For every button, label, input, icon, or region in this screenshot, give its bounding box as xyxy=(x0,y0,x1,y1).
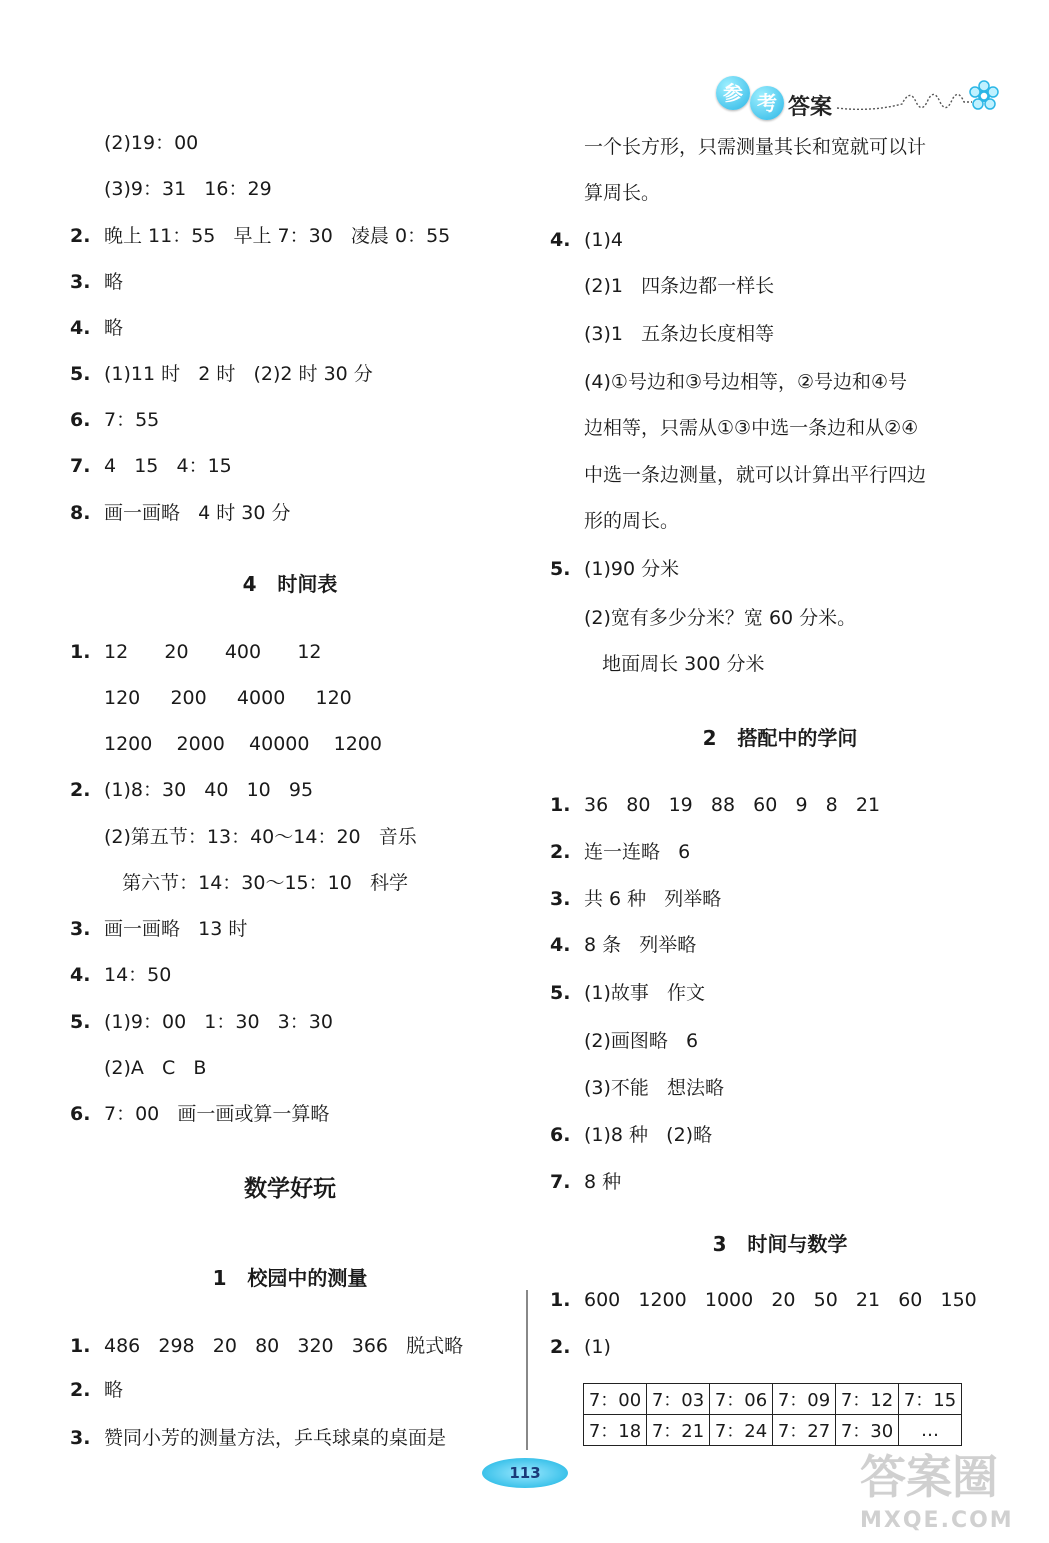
answer-line: 连一连略 6 xyxy=(584,841,691,863)
section-heading-matching: 2 搭配中的学问 xyxy=(702,726,858,750)
answer-line: (1)故事 作文 xyxy=(584,982,706,1004)
watermark-url: MXQE.COM xyxy=(860,1508,1014,1533)
question-number: 4. xyxy=(70,317,91,339)
answer-line: (1)11 时 2 时 (2)2 时 30 分 xyxy=(104,363,373,385)
section-heading-time-math: 3 时间与数学 xyxy=(712,1232,848,1256)
table-cell: 7：03 xyxy=(647,1384,710,1415)
question-number: 3. xyxy=(70,918,91,940)
answer-line: 8 条 列举略 xyxy=(584,934,697,956)
question-number: 7. xyxy=(70,455,91,477)
column-divider xyxy=(526,1290,528,1450)
answer-line: (3)9：31 16：29 xyxy=(104,178,272,200)
answer-line: 12 20 400 12 xyxy=(104,641,322,663)
answer-header xyxy=(712,72,1002,122)
table-cell: 7：15 xyxy=(899,1384,962,1415)
answer-line: (1)4 xyxy=(584,229,624,251)
question-number: 7. xyxy=(550,1171,571,1193)
answer-line: 7：00 画一画或算一算略 xyxy=(104,1103,330,1125)
answer-line: (3)1 五条边长度相等 xyxy=(584,323,775,345)
answer-line: (2)画图略 6 xyxy=(584,1030,699,1052)
section-heading-campus-measure: 1 校园中的测量 xyxy=(212,1266,368,1290)
question-number: 2. xyxy=(550,1336,571,1358)
question-number: 2. xyxy=(70,1379,91,1401)
table-cell: 7：27 xyxy=(773,1415,836,1446)
answer-line: 一个长方形，只需测量其长和宽就可以计 xyxy=(584,136,927,158)
question-number: 1. xyxy=(70,641,91,663)
answer-line: (2)宽有多少分米？宽 60 分米。 xyxy=(584,607,857,629)
question-number: 5. xyxy=(550,982,571,1004)
question-number: 1. xyxy=(550,794,571,816)
question-number: 1. xyxy=(70,1335,91,1357)
table-cell: … xyxy=(899,1415,962,1446)
question-number: 8. xyxy=(70,502,91,524)
question-number: 6. xyxy=(550,1124,571,1146)
answer-line: 算周长。 xyxy=(584,182,661,204)
question-number: 4. xyxy=(70,964,91,986)
table-cell: 7：00 xyxy=(584,1384,647,1415)
badge-kao: 考 xyxy=(750,86,784,120)
table-cell: 7：09 xyxy=(773,1384,836,1415)
answer-line: 略 xyxy=(104,317,124,339)
answer-line: 8 种 xyxy=(584,1171,622,1193)
answer-line: 486 298 20 80 320 366 脱式略 xyxy=(104,1335,464,1357)
question-number: 3. xyxy=(70,271,91,293)
answer-line: 晚上 11：55 早上 7：30 凌晨 0：55 xyxy=(104,225,451,247)
answer-line: (1)90 分米 xyxy=(584,558,680,580)
question-number: 4. xyxy=(550,229,571,251)
question-number: 6. xyxy=(70,1103,91,1125)
answer-line: 略 xyxy=(104,271,124,293)
answer-line: (4)①号边和③号边相等，②号边和④号 xyxy=(584,371,908,393)
table-cell: 7：06 xyxy=(710,1384,773,1415)
answer-line: 画一画略 4 时 30 分 xyxy=(104,502,291,524)
answer-line: 4 15 4：15 xyxy=(104,455,232,477)
question-number: 6. xyxy=(70,409,91,431)
answer-line: 略 xyxy=(104,1379,124,1401)
time-sequence-table xyxy=(583,1383,962,1446)
answer-line: 形的周长。 xyxy=(584,510,680,532)
answer-line: (3)不能 想法略 xyxy=(584,1077,725,1099)
question-number: 3. xyxy=(550,888,571,910)
answer-line: 1200 2000 40000 1200 xyxy=(104,733,382,755)
flower-decoration-icon xyxy=(832,78,1002,118)
question-number: 1. xyxy=(550,1289,571,1311)
answer-line: (2)19：00 xyxy=(104,132,199,154)
question-number: 5. xyxy=(70,1011,91,1033)
question-number: 5. xyxy=(550,558,571,580)
watermark xyxy=(860,1450,1045,1533)
question-number: 2. xyxy=(70,225,91,247)
answer-line: (1)9：00 1：30 3：30 xyxy=(104,1011,333,1033)
table-cell: 7：18 xyxy=(584,1415,647,1446)
answer-line: 36 80 19 88 60 9 8 21 xyxy=(584,794,881,816)
header-title: 答案 xyxy=(788,95,833,120)
answer-line: 第六节：14：30～15：10 科学 xyxy=(104,872,408,894)
answer-line: (1)8 种 (2)略 xyxy=(584,1124,713,1146)
table-row xyxy=(584,1415,962,1446)
answer-line: 中选一条边测量，就可以计算出平行四边 xyxy=(584,464,927,486)
table-cell: 7：21 xyxy=(647,1415,710,1446)
table-cell: 7：24 xyxy=(710,1415,773,1446)
answer-line: 120 200 4000 120 xyxy=(104,687,352,709)
answer-line: 共 6 种 列举略 xyxy=(584,888,722,910)
table-cell: 7：30 xyxy=(836,1415,899,1446)
watermark-main: 答案圈 xyxy=(860,1450,998,1504)
answer-line: (1)8：30 40 10 95 xyxy=(104,779,314,801)
answer-line: 画一画略 13 时 xyxy=(104,918,248,940)
section-heading-time-table: 4 时间表 xyxy=(242,572,338,596)
badge-can: 参 xyxy=(716,76,750,110)
table-cell: 7：12 xyxy=(836,1384,899,1415)
question-number: 4. xyxy=(550,934,571,956)
page-number: 113 xyxy=(482,1458,568,1488)
answer-line: 600 1200 1000 20 50 21 60 150 xyxy=(584,1289,977,1311)
answer-line: 边相等，只需从①③中选一条边和从②④ xyxy=(584,417,919,439)
answer-line: 地面周长 300 分米 xyxy=(584,653,765,675)
section-heading-math-fun: 数学好玩 xyxy=(244,1176,336,1202)
question-number: 3. xyxy=(70,1427,91,1449)
answer-line: (2)第五节：13：40～14：20 音乐 xyxy=(104,826,417,848)
answer-line: (2)A C B xyxy=(104,1057,207,1079)
answer-line: 14：50 xyxy=(104,964,172,986)
answer-line: 7：55 xyxy=(104,409,160,431)
answer-line: (2)1 四条边都一样长 xyxy=(584,275,775,297)
question-number: 2. xyxy=(550,841,571,863)
question-number: 5. xyxy=(70,363,91,385)
table-row xyxy=(584,1384,962,1415)
answer-line: (1) xyxy=(584,1336,611,1358)
question-number: 2. xyxy=(70,779,91,801)
answer-line: 赞同小芳的测量方法，乒乓球桌的桌面是 xyxy=(104,1427,447,1449)
